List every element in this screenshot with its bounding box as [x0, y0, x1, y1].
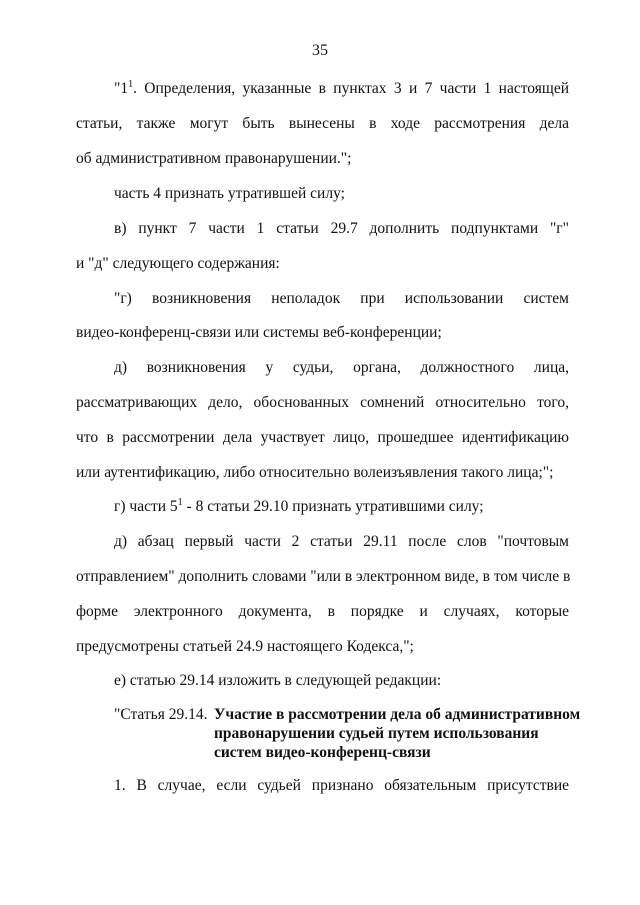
text-line: часть 4 признать утратившей силу;: [114, 185, 345, 202]
article-title-line: систем видео-конференц-связи: [214, 744, 431, 761]
text-line: е) статью 29.14 изложить в следующей редакции:: [114, 672, 442, 689]
text-line: д) возникновения у судьи, органа, должностного лица,: [114, 359, 569, 376]
text-line: и "д" следующего содержания:: [76, 255, 280, 272]
text-line: 1. В случае, если судьей признано обязательным присутствие: [114, 777, 569, 794]
text-line: форме электронного документа, в порядке и случаях, которые: [76, 603, 569, 620]
page-number: 35: [312, 42, 328, 59]
article-title: [214, 705, 581, 762]
text-line: "$1^1$. Определения, указанные в пунктах 3 и 7 части 1 настоящей: [114, 78, 569, 97]
superscript: 1: [177, 496, 183, 508]
text-line: рассматривающих дело, обоснованных сомнений относительно того,: [76, 394, 569, 411]
text-line: д) абзац первый части 2 статьи 29.11 после слов "почтовым: [114, 533, 569, 550]
article-number: "Статья 29.14.: [114, 706, 208, 723]
text-line: г) части $5^1 - 8$ статьи 29.10 признать утратившими силу;: [114, 496, 484, 515]
superscript: 1: [128, 78, 134, 90]
article-title-line: Участие в рассмотрении дела об административном: [214, 706, 581, 723]
text-line: статьи, также могут быть вынесены в ходе рассмотрения дела: [76, 115, 569, 132]
text-line: отправлением" дополнить словами "или в электронном виде, в том числе в: [76, 568, 571, 585]
article-title-line: правонарушении судьей путем использования: [214, 725, 539, 742]
text-line: "г) возникновения неполадок при использовании систем: [114, 290, 569, 307]
text-line: предусмотрены статьей 24.9 настоящего Кодекса,";: [76, 638, 414, 655]
text-line: видео-конференц-связи или системы веб-конференции;: [76, 324, 442, 341]
text-line: об административном правонарушении.";: [76, 150, 352, 167]
text-line: что в рассмотрении дела участвует лицо, прошедшее идентификацию: [76, 429, 569, 446]
text-line: в) пункт 7 части 1 статьи 29.7 дополнить подпунктами "г": [114, 220, 569, 237]
text-line: или аутентификацию, либо относительно волеизъявления такого лица;";: [76, 464, 554, 481]
